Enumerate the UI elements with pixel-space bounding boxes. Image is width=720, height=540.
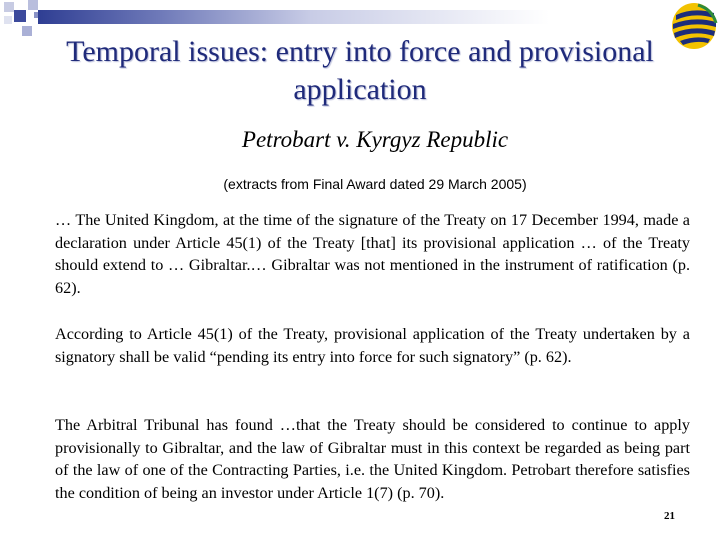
paragraph-tribunal-finding: The Arbitral Tribunal has found …that the Treaty should be considered to continue to apply provisionally to Gibraltar, and the law of Gibraltar must in this context be regarded as being part of the law of one of the Contracting Parties, i.e. the United Kingdom. Petrobart therefore satisfies the condition of being an investor under Article 1(7) (p. 70). — [55, 416, 690, 503]
paragraph-article-45: According to Article 45(1) of the Treaty, provisional application of the Treaty undertaken by a signatory shall be valid “pending its entry into force for such signatory” (p. 62). — [55, 325, 690, 366]
paragraph-declaration: … The United Kingdom, at the time of the signature of the Treaty on 17 December 1994, made a declaration under Article 45(1) of the Treaty [that] its provisional application … of the Treaty should extend to … Gibraltar.… Gibraltar was not mentioned in the instrument of ratification (p. 62). — [55, 211, 690, 298]
energy-charter-logo-icon — [668, 1, 720, 51]
case-subtitle: Petrobart v. Kyrgyz Republic — [241, 127, 509, 152]
page-number: 21 — [664, 510, 675, 522]
slide-title: Temporal issues: entry into force and provisional application — [66, 35, 654, 106]
header-gradient-band — [38, 10, 720, 24]
extract-note: (extracts from Final Award dated 29 March 2005) — [223, 176, 527, 192]
